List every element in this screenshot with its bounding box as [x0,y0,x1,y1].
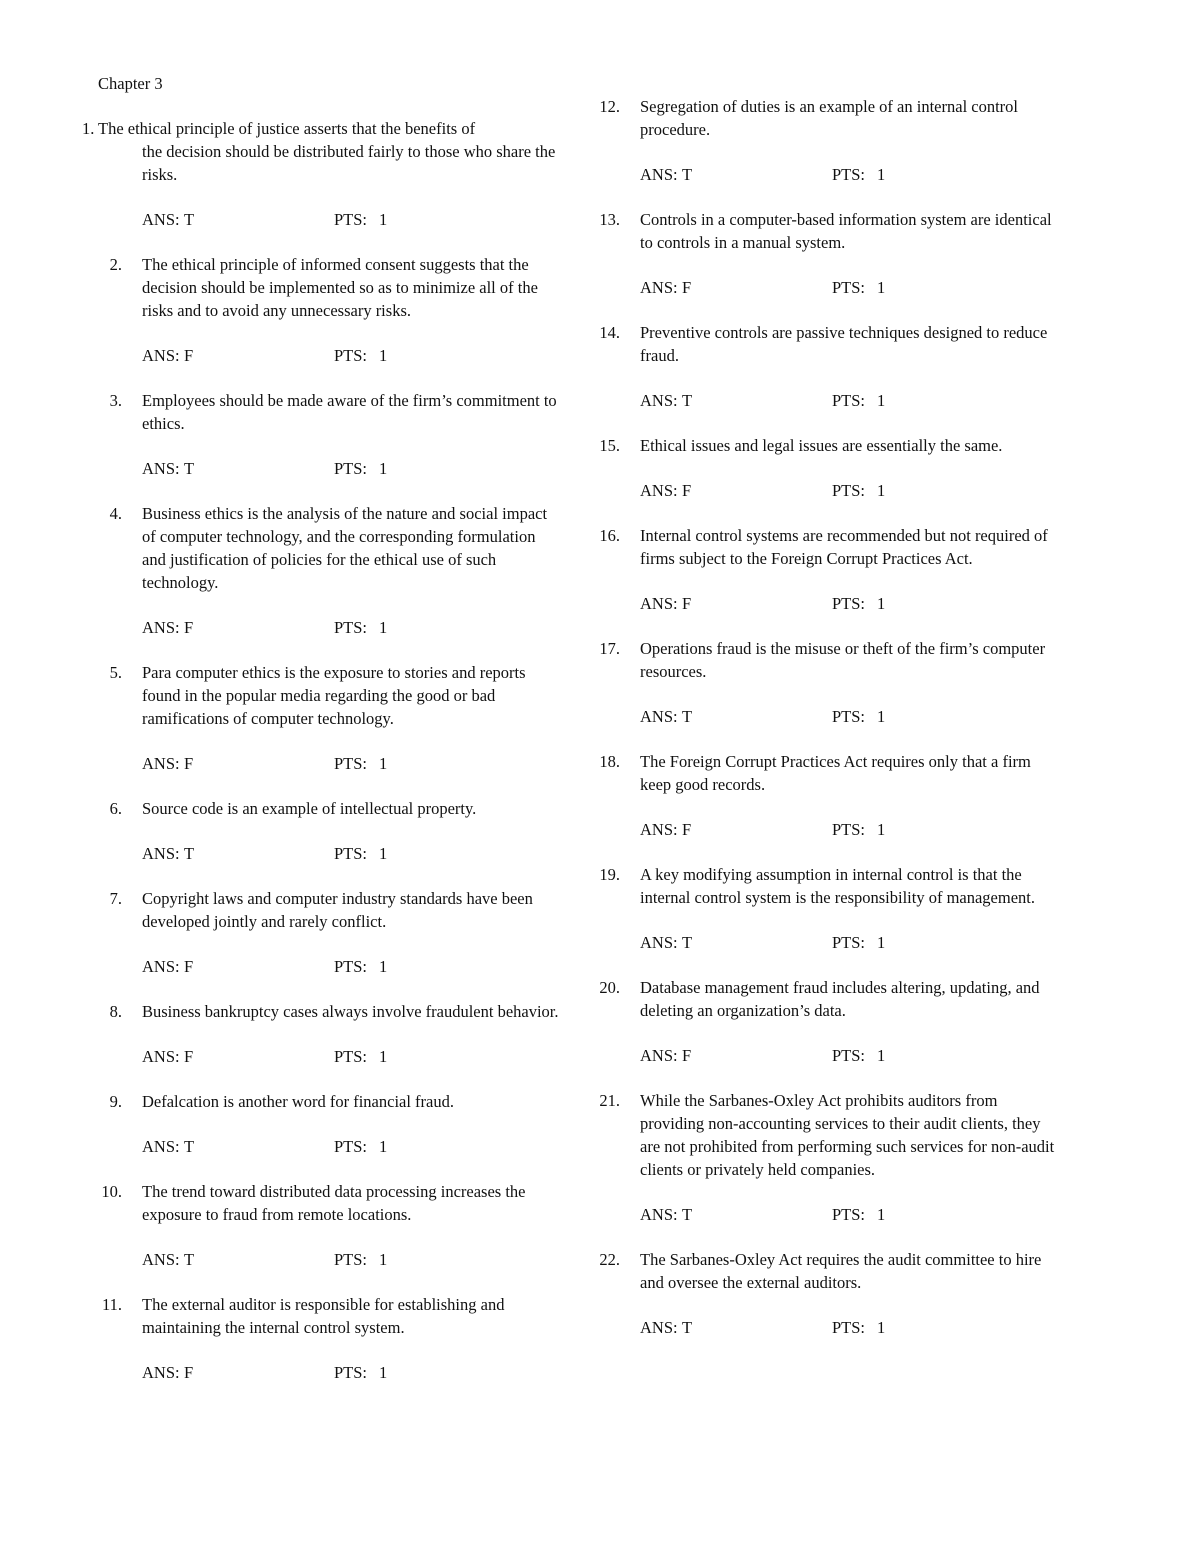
question-text: Employees should be made aware of the firm’s commitment to ethics. [142,391,557,433]
ans-value: F [682,1046,692,1065]
answer-line [82,344,562,367]
pts-value: 1 [379,1047,388,1066]
ans-value: T [184,210,195,229]
pts-value: 1 [379,957,388,976]
question-text: Ethical issues and legal issues are essentially the same. [640,436,1003,455]
pts-value: 1 [379,459,388,478]
pts-label: PTS: [832,933,866,952]
question-text: The Sarbanes-Oxley Act requires the audit committee to hire and oversee the external auditors. [640,1250,1042,1292]
question-number: 7. [109,889,122,908]
answer-line [82,1248,562,1271]
pts-value: 1 [877,278,886,297]
ans-value: F [184,1047,194,1066]
pts-label: PTS: [334,210,368,229]
pts-value: 1 [877,391,886,410]
ans-label: ANS: [640,707,678,726]
pts-value: 1 [379,618,388,637]
question-item [82,1090,562,1113]
question-text: Operations fraud is the misuse or theft of the firm’s computer resources. [640,639,1046,681]
pts-label: PTS: [832,707,866,726]
question-text: A key modifying assumption in internal control is that the internal control system is the responsibility of management. [640,865,1036,907]
right-question-list [580,95,1060,1339]
question-item [82,253,562,322]
ans-label: ANS: [640,1318,678,1337]
pts-label: PTS: [832,165,866,184]
question-text: Defalcation is another word for financial fraud. [142,1092,454,1111]
left-column [82,117,562,1406]
question-number: 5. [109,663,122,682]
ans-value: F [682,481,692,500]
ans-label: ANS: [640,481,678,500]
question-text: Preventive controls are passive techniques designed to reduce fraud. [640,323,1048,365]
question-item [82,661,562,730]
answer-line [580,1044,1060,1067]
pts-value: 1 [877,594,886,613]
question-text: Business bankruptcy cases always involve fraudulent behavior. [142,1002,559,1021]
ans-label: ANS: [142,957,180,976]
answer-line [82,457,562,480]
question-number: 17. [599,639,620,658]
question-number: 20. [599,978,620,997]
ans-value: T [184,844,195,863]
pts-label: PTS: [334,844,368,863]
answer-line [580,389,1060,412]
question-number: 3. [109,391,122,410]
question-text: Database management fraud includes altering, updating, and deleting an organization’s data. [640,978,1040,1020]
left-question-list [82,253,562,1384]
question-number: 16. [599,526,620,545]
question-item [82,1180,562,1226]
question-number: 9. [109,1092,122,1111]
pts-value: 1 [379,1250,388,1269]
pts-value: 1 [877,707,886,726]
pts-value: 1 [379,346,388,365]
answer-line [82,1135,562,1158]
question-number: 18. [599,752,620,771]
question-text: The ethical principle of informed consent suggests that the decision should be implemented so as to minimize all of the risks and to avoid any unnecessary risks. [142,255,538,320]
question-text: Business ethics is the analysis of the nature and social impact of computer technology, and the corresponding formulation and justification of policies for the ethical use of such technology. [142,504,548,592]
question-item [82,1293,562,1339]
question-number: 22. [599,1250,620,1269]
question-text: The Foreign Corrupt Practices Act requires only that a firm keep good records. [640,752,1031,794]
ans-value: F [184,754,194,773]
question-item [580,637,1060,683]
answer-line [82,955,562,978]
question-text: Para computer ethics is the exposure to stories and reports found in the popular media regarding the good or bad ramifications of computer technology. [142,663,526,728]
ans-label: ANS: [640,278,678,297]
ans-value: T [184,459,195,478]
ans-value: F [682,594,692,613]
pts-label: PTS: [334,1137,368,1156]
right-column [580,95,1060,1361]
pts-value: 1 [877,933,886,952]
question-item [580,524,1060,570]
question-item [82,389,562,435]
question-text: The external auditor is responsible for establishing and maintaining the internal control system. [142,1295,505,1337]
answer-line [82,1045,562,1068]
question-number: 4. [109,504,122,523]
question-text: While the Sarbanes-Oxley Act prohibits auditors from providing non-accounting services to their audit clients, they are not prohibited from performing such services for non-audit clients or privately held companies. [640,1091,1055,1179]
question-item [580,434,1060,457]
ans-label: ANS: [142,1047,180,1066]
ans-label: ANS: [640,1205,678,1224]
question-number: 14. [599,323,620,342]
answer-line [580,163,1060,186]
pts-label: PTS: [832,391,866,410]
ans-value: T [184,1137,195,1156]
pts-label: PTS: [832,1205,866,1224]
answer-line [580,276,1060,299]
question-number: 15. [599,436,620,455]
pts-value: 1 [877,1046,886,1065]
pts-label: PTS: [334,754,368,773]
question-item [580,1089,1060,1181]
question-text: the decision should be distributed fairly to those who share the risks. [142,142,556,184]
ans-value: F [184,346,194,365]
ans-label: ANS: [142,210,180,229]
question-text: The ethical principle of justice asserts that the benefits of [98,119,476,138]
question-number: 21. [599,1091,620,1110]
ans-label: ANS: [640,933,678,952]
question-number: 6. [109,799,122,818]
pts-value: 1 [379,844,388,863]
ans-value: T [682,1205,693,1224]
pts-value: 1 [877,1205,886,1224]
answer-line [82,208,562,231]
pts-label: PTS: [832,1318,866,1337]
question-item [580,750,1060,796]
ans-value: F [184,618,194,637]
pts-label: PTS: [832,594,866,613]
pts-label: PTS: [832,820,866,839]
answer-line [580,1203,1060,1226]
question-item [580,863,1060,909]
answer-line [82,752,562,775]
ans-value: T [682,707,693,726]
ans-label: ANS: [640,165,678,184]
pts-label: PTS: [832,481,866,500]
question-item [580,208,1060,254]
pts-value: 1 [379,1363,388,1382]
ans-value: T [184,1250,195,1269]
pts-label: PTS: [334,346,368,365]
pts-value: 1 [877,481,886,500]
answer-line [82,1361,562,1384]
ans-label: ANS: [640,594,678,613]
ans-value: F [682,278,692,297]
question-item [82,1000,562,1023]
question-text: Source code is an example of intellectual property. [142,799,477,818]
pts-value: 1 [379,210,388,229]
pts-label: PTS: [334,1363,368,1382]
answer-line [580,479,1060,502]
ans-label: ANS: [142,1250,180,1269]
answer-line [580,818,1060,841]
pts-label: PTS: [832,278,866,297]
pts-label: PTS: [832,1046,866,1065]
question-number: 1. [82,119,95,138]
ans-value: T [682,933,693,952]
question-number: 13. [599,210,620,229]
pts-label: PTS: [334,459,368,478]
ans-label: ANS: [640,1046,678,1065]
ans-value: F [682,820,692,839]
question-item [82,887,562,933]
question-text: Internal control systems are recommended but not required of firms subject to the Foreign Corrupt Practices Act. [640,526,1048,568]
pts-value: 1 [379,754,388,773]
pts-value: 1 [877,820,886,839]
chapter-title: Chapter 3 [98,74,163,93]
question-item [580,95,1060,141]
ans-value: T [682,165,693,184]
ans-label: ANS: [640,391,678,410]
ans-label: ANS: [142,754,180,773]
pts-label: PTS: [334,1250,368,1269]
answer-line [580,931,1060,954]
ans-label: ANS: [142,618,180,637]
question-number: 12. [599,97,620,116]
pts-value: 1 [379,1137,388,1156]
question-item [82,117,562,186]
question-text: Copyright laws and computer industry standards have been developed jointly and rarely conflict. [142,889,533,931]
question-text: The trend toward distributed data processing increases the exposure to fraud from remote locations. [142,1182,526,1224]
question-number: 8. [109,1002,122,1021]
question-number: 10. [101,1182,122,1201]
question-number: 2. [109,255,122,274]
answer-line [82,842,562,865]
question-number: 11. [101,1295,122,1314]
ans-label: ANS: [142,346,180,365]
question-item [82,797,562,820]
question-item [82,502,562,594]
answer-line [580,705,1060,728]
question-text: Segregation of duties is an example of an internal control procedure. [640,97,1019,139]
ans-label: ANS: [142,1363,180,1382]
pts-label: PTS: [334,1047,368,1066]
ans-label: ANS: [142,459,180,478]
ans-value: T [682,1318,693,1337]
pts-label: PTS: [334,618,368,637]
question-item [580,321,1060,367]
answer-line [580,1316,1060,1339]
ans-label: ANS: [142,844,180,863]
ans-label: ANS: [142,1137,180,1156]
pts-label: PTS: [334,957,368,976]
question-item [580,976,1060,1022]
answer-line [580,592,1060,615]
pts-value: 1 [877,165,886,184]
ans-label: ANS: [640,820,678,839]
pts-value: 1 [877,1318,886,1337]
question-text: Controls in a computer-based information system are identical to controls in a manual system. [640,210,1052,252]
ans-value: F [184,957,194,976]
ans-value: T [682,391,693,410]
ans-value: F [184,1363,194,1382]
answer-line [82,616,562,639]
question-item [580,1248,1060,1294]
question-number: 19. [599,865,620,884]
